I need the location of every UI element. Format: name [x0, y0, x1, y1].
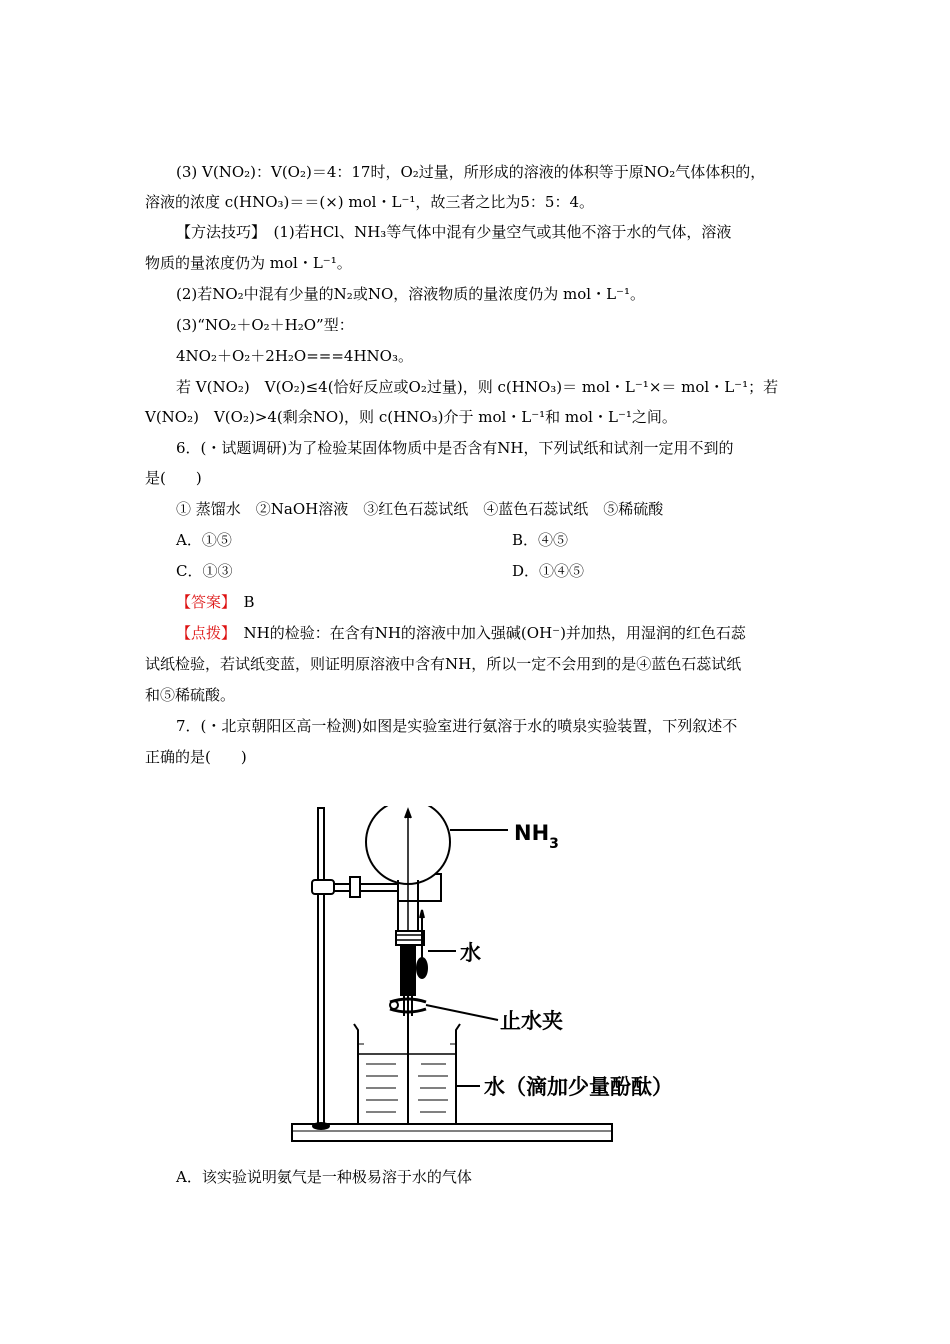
- hint-line: 试纸检验，若试纸变蓝，则证明原溶液中含有NH，所以一定不会用到的是④蓝色石蕊试纸: [145, 655, 742, 673]
- text-line: 物质的量浓度仍为 mol・L⁻¹。: [145, 254, 352, 272]
- hint-line: [176, 623, 841, 643]
- fountain-experiment-diagram: [286, 806, 726, 1151]
- label-pinch-clamp: 止水夹: [500, 1009, 563, 1033]
- answer-value: B: [228, 593, 255, 611]
- label-beaker-water: 水（滴加少量酚酞）: [484, 1075, 673, 1099]
- option-c: C．①③: [176, 562, 233, 580]
- text-line: 溶液的浓度 c(HNO₃)＝＝(×) mol・L⁻¹，故三者之比为5：5：4。: [145, 193, 595, 211]
- answer-tag: 【答案】: [176, 593, 229, 611]
- hint-text: NH的检验：在含有NH的溶液中加入强碱(OH⁻)并加热，用湿润的红色石蕊: [228, 624, 746, 642]
- pinch-clamp: [390, 999, 498, 1020]
- option-d: D．①④⑤: [512, 562, 585, 580]
- text-line: 【方法技巧】 (1)若HCl、NH₃等气体中混有少量空气或其他不溶于水的气体，溶液: [176, 223, 732, 241]
- hint-line: 和⑤稀硫酸。: [145, 686, 236, 704]
- hint-tag: 【点拨】: [176, 624, 229, 642]
- rubber-tube: [401, 945, 415, 1124]
- text-line: (2)若NO₂中混有少量的N₂或NO，溶液物质的量浓度仍为 mol・L⁻¹。: [176, 285, 645, 303]
- question-6-items: ① 蒸馏水 ②NaOH溶液 ③红色石蕊试纸 ④蓝色石蕊试纸 ⑤稀硫酸: [176, 500, 664, 518]
- option-a: A．①⑤: [176, 531, 232, 549]
- option-b: B．④⑤: [512, 531, 569, 549]
- rubber-stopper: [396, 931, 424, 945]
- stand-rod: [318, 808, 324, 1124]
- round-bottom-flask: [366, 806, 450, 931]
- option-7-a: A．该实验说明氨气是一种极易溶于水的气体: [176, 1168, 472, 1186]
- label-ammonia: $NH_3$: [514, 821, 559, 852]
- text-line: (3) V(NO₂)：V(O₂)＝4：17时，O₂过量，所形成的溶液的体积等于原NO₂气体体积的，: [176, 163, 766, 181]
- text-line: 4NO₂＋O₂＋2H₂O===4HNO₃。: [176, 347, 413, 365]
- answer-line: [176, 592, 841, 612]
- text-line: (3)“NO₂＋O₂＋H₂O”型：: [176, 316, 354, 334]
- text-line: V(NO₂) V(O₂)>4(剩余NO)，则 c(HNO₃)介于 mol・L⁻¹和 mol・L⁻¹之间。: [145, 408, 677, 426]
- question-7-stem: 正确的是( ): [145, 748, 247, 766]
- stand-base: [292, 1124, 612, 1141]
- label-water: 水: [460, 941, 481, 965]
- question-6-stem: 是( ): [145, 469, 202, 487]
- question-6-stem: 6．(・试题调研)为了检验某固体物质中是否含有NH，下列试纸和试剂一定用不到的: [176, 439, 734, 457]
- text-line: 若 V(NO₂) V(O₂)≤4(恰好反应或O₂过量)，则 c(HNO₃)＝ mol・L⁻¹×＝ mol・L⁻¹；若: [176, 378, 779, 396]
- question-7-stem: 7．(・北京朝阳区高一检测)如图是实验室进行氨溶于水的喷泉实验装置，下列叙述不: [176, 717, 738, 735]
